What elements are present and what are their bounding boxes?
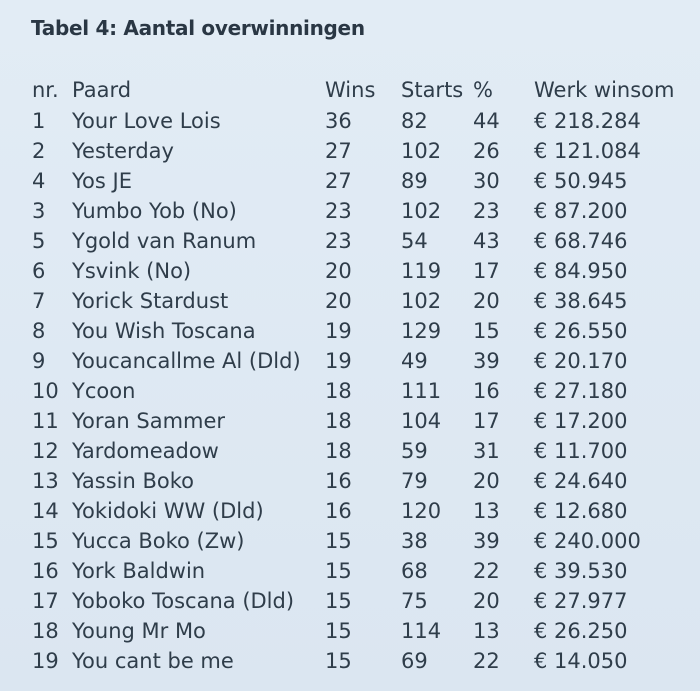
cell-winnings: € 84.950: [534, 259, 628, 283]
cell-starts: 79: [401, 469, 428, 493]
cell-horse-name: Youcancallme Al (Dld): [72, 349, 301, 373]
table-row: [26, 376, 684, 406]
cell-percent: 30: [473, 169, 500, 193]
cell-nr: 2: [32, 139, 46, 163]
cell-nr: 14: [32, 499, 59, 523]
cell-horse-name: Yoboko Toscana (Dld): [72, 589, 295, 613]
cell-starts: 82: [401, 109, 428, 133]
cell-horse-name: Young Mr Mo: [72, 619, 206, 643]
table-row: [26, 556, 684, 586]
cell-winnings: € 12.680: [534, 499, 628, 523]
table-row: [26, 196, 684, 226]
header-wins: Wins: [325, 78, 376, 102]
cell-winnings: € 26.250: [534, 619, 628, 643]
cell-wins: 15: [325, 529, 352, 553]
cell-horse-name: Yesterday: [72, 139, 174, 163]
cell-horse-name: Yassin Boko: [72, 469, 195, 493]
header-name: Paard: [72, 78, 132, 102]
cell-winnings: € 26.550: [534, 319, 628, 343]
cell-wins: 23: [325, 199, 352, 223]
cell-horse-name: Ygold van Ranum: [72, 229, 257, 253]
table-row: [26, 466, 684, 496]
cell-percent: 20: [473, 589, 500, 613]
cell-nr: 7: [32, 289, 46, 313]
table-row: [26, 166, 684, 196]
cell-winnings: € 50.945: [534, 169, 628, 193]
table-row: [26, 436, 684, 466]
cell-percent: 20: [473, 469, 500, 493]
cell-wins: 27: [325, 139, 352, 163]
cell-wins: 18: [325, 379, 352, 403]
cell-nr: 6: [32, 259, 46, 283]
cell-horse-name: You cant be me: [72, 649, 234, 673]
header-winnings: Werk winsom: [534, 78, 675, 102]
cell-winnings: € 38.645: [534, 289, 628, 313]
cell-starts: 120: [401, 499, 442, 523]
cell-nr: 16: [32, 559, 59, 583]
cell-starts: 102: [401, 289, 442, 313]
cell-wins: 15: [325, 649, 352, 673]
table-row: [26, 646, 684, 676]
cell-nr: 5: [32, 229, 46, 253]
cell-nr: 3: [32, 199, 46, 223]
cell-nr: 9: [32, 349, 46, 373]
table-row: [26, 316, 684, 346]
cell-percent: 39: [473, 349, 500, 373]
cell-starts: 102: [401, 199, 442, 223]
table-row: [26, 346, 684, 376]
cell-winnings: € 39.530: [534, 559, 628, 583]
cell-percent: 16: [473, 379, 500, 403]
cell-starts: 68: [401, 559, 428, 583]
table-row: [26, 256, 684, 286]
table-row: [26, 106, 684, 136]
table-row: [26, 496, 684, 526]
cell-percent: 17: [473, 409, 500, 433]
table-row: [26, 586, 684, 616]
cell-nr: 11: [32, 409, 59, 433]
cell-starts: 38: [401, 529, 428, 553]
cell-nr: 18: [32, 619, 59, 643]
table-row: [26, 406, 684, 436]
cell-winnings: € 17.200: [534, 409, 628, 433]
cell-winnings: € 20.170: [534, 349, 628, 373]
cell-nr: 13: [32, 469, 59, 493]
cell-horse-name: Yucca Boko (Zw): [72, 529, 245, 553]
table-title: Tabel 4: Aantal overwinningen: [31, 16, 365, 40]
cell-wins: 27: [325, 169, 352, 193]
cell-nr: 8: [32, 319, 46, 343]
cell-nr: 19: [32, 649, 59, 673]
cell-percent: 23: [473, 199, 500, 223]
cell-winnings: € 27.977: [534, 589, 628, 613]
header-row: [26, 74, 684, 106]
cell-winnings: € 121.084: [534, 139, 641, 163]
cell-horse-name: York Baldwin: [72, 559, 206, 583]
cell-starts: 89: [401, 169, 428, 193]
cell-wins: 15: [325, 559, 352, 583]
cell-horse-name: Yumbo Yob (No): [72, 199, 237, 223]
cell-wins: 18: [325, 439, 352, 463]
cell-horse-name: Ysvink (No): [72, 259, 192, 283]
cell-starts: 104: [401, 409, 442, 433]
cell-percent: 22: [473, 649, 500, 673]
cell-wins: 20: [325, 259, 352, 283]
table-row: [26, 526, 684, 556]
cell-wins: 19: [325, 319, 352, 343]
cell-winnings: € 14.050: [534, 649, 628, 673]
cell-winnings: € 68.746: [534, 229, 628, 253]
cell-winnings: € 87.200: [534, 199, 628, 223]
cell-winnings: € 240.000: [534, 529, 641, 553]
cell-horse-name: Yos JE: [72, 169, 132, 193]
table-row: [26, 286, 684, 316]
cell-winnings: € 24.640: [534, 469, 628, 493]
cell-percent: 15: [473, 319, 500, 343]
cell-wins: 36: [325, 109, 352, 133]
cell-wins: 23: [325, 229, 352, 253]
cell-horse-name: Yoran Sammer: [72, 409, 226, 433]
cell-starts: 49: [401, 349, 428, 373]
cell-winnings: € 27.180: [534, 379, 628, 403]
cell-percent: 22: [473, 559, 500, 583]
cell-starts: 69: [401, 649, 428, 673]
cell-wins: 16: [325, 469, 352, 493]
table-header: [26, 74, 684, 106]
cell-starts: 59: [401, 439, 428, 463]
cell-nr: 4: [32, 169, 46, 193]
cell-starts: 114: [401, 619, 442, 643]
cell-wins: 19: [325, 349, 352, 373]
cell-horse-name: Your Love Lois: [72, 109, 221, 133]
cell-horse-name: You Wish Toscana: [72, 319, 256, 343]
cell-horse-name: Yorick Stardust: [72, 289, 229, 313]
cell-starts: 119: [401, 259, 442, 283]
table-row: [26, 616, 684, 646]
cell-percent: 13: [473, 499, 500, 523]
cell-horse-name: Yokidoki WW (Dld): [72, 499, 264, 523]
cell-percent: 20: [473, 289, 500, 313]
cell-starts: 102: [401, 139, 442, 163]
header-percent: %: [473, 78, 493, 102]
cell-wins: 18: [325, 409, 352, 433]
cell-nr: 12: [32, 439, 59, 463]
cell-percent: 43: [473, 229, 500, 253]
table-row: [26, 226, 684, 256]
header-starts: Starts: [401, 78, 464, 102]
cell-horse-name: Yardomeadow: [72, 439, 219, 463]
cell-percent: 39: [473, 529, 500, 553]
cell-nr: 15: [32, 529, 59, 553]
wins-table: [26, 74, 684, 676]
header-nr: nr.: [32, 78, 59, 102]
cell-starts: 54: [401, 229, 428, 253]
cell-percent: 13: [473, 619, 500, 643]
cell-percent: 26: [473, 139, 500, 163]
cell-percent: 17: [473, 259, 500, 283]
table-body: [26, 106, 684, 676]
cell-starts: 111: [401, 379, 442, 403]
cell-winnings: € 218.284: [534, 109, 641, 133]
cell-nr: 17: [32, 589, 59, 613]
cell-percent: 44: [473, 109, 500, 133]
table-row: [26, 136, 684, 166]
cell-wins: 20: [325, 289, 352, 313]
cell-wins: 15: [325, 589, 352, 613]
cell-wins: 16: [325, 499, 352, 523]
cell-nr: 1: [32, 109, 46, 133]
cell-percent: 31: [473, 439, 500, 463]
cell-wins: 15: [325, 619, 352, 643]
cell-nr: 10: [32, 379, 59, 403]
cell-winnings: € 11.700: [534, 439, 628, 463]
cell-horse-name: Ycoon: [72, 379, 136, 403]
cell-starts: 129: [401, 319, 442, 343]
cell-starts: 75: [401, 589, 428, 613]
